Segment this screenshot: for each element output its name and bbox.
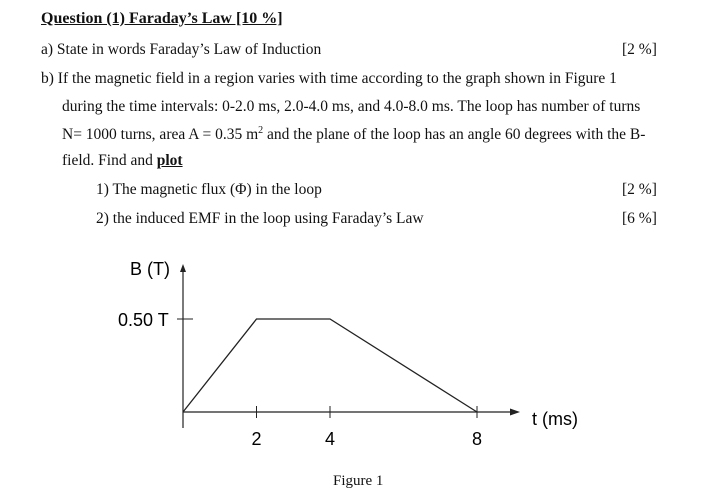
part-b-line-3-post: and the plane of the loop has an angle 60 degrees with the B- <box>263 126 646 143</box>
x-tick-label-4: 4 <box>324 429 336 449</box>
part-b-line-4-pre: field. Find and <box>62 152 157 169</box>
y-tick-label: 0.50 T <box>118 310 169 330</box>
b-field-series-line <box>183 319 477 412</box>
plot-word: plot <box>156 152 183 169</box>
part-b-line-2: during the time intervals: 0-2.0 ms, 2.0-4.0 ms, and 4.0-8.0 ms. The loop has number of turns <box>62 98 641 115</box>
item-1-text: 1) The magnetic flux (Φ) in the loop <box>96 181 322 198</box>
item-2-marks: [6 %] <box>622 210 657 227</box>
part-a-marks: [2 %] <box>622 41 657 58</box>
y-axis-arrow <box>180 264 186 272</box>
item-2-text: 2) the induced EMF in the loop using Faraday’s Law <box>96 210 424 227</box>
y-axis-label: B (T) <box>130 259 170 279</box>
part-b-line-1: b) If the magnetic field in a region varies with time according to the graph shown in Figure 1 <box>41 70 617 87</box>
question-title: Question (1) Faraday’s Law [10 %] <box>41 10 283 27</box>
item-1-marks: [2 %] <box>622 181 657 198</box>
part-a-text: a) State in words Faraday’s Law of Induction <box>41 41 322 58</box>
x-axis-arrow <box>510 409 520 416</box>
area-unit-superscript: 2 <box>258 124 264 136</box>
x-tick-label-2: 2 <box>251 429 262 449</box>
x-tick-label-8: 8 <box>471 429 483 449</box>
part-b-line-3-pre: N= 1000 turns, area A = 0.35 m <box>62 126 259 143</box>
figure-caption: Figure 1 <box>333 473 384 489</box>
x-axis-label: t (ms) <box>532 409 578 429</box>
